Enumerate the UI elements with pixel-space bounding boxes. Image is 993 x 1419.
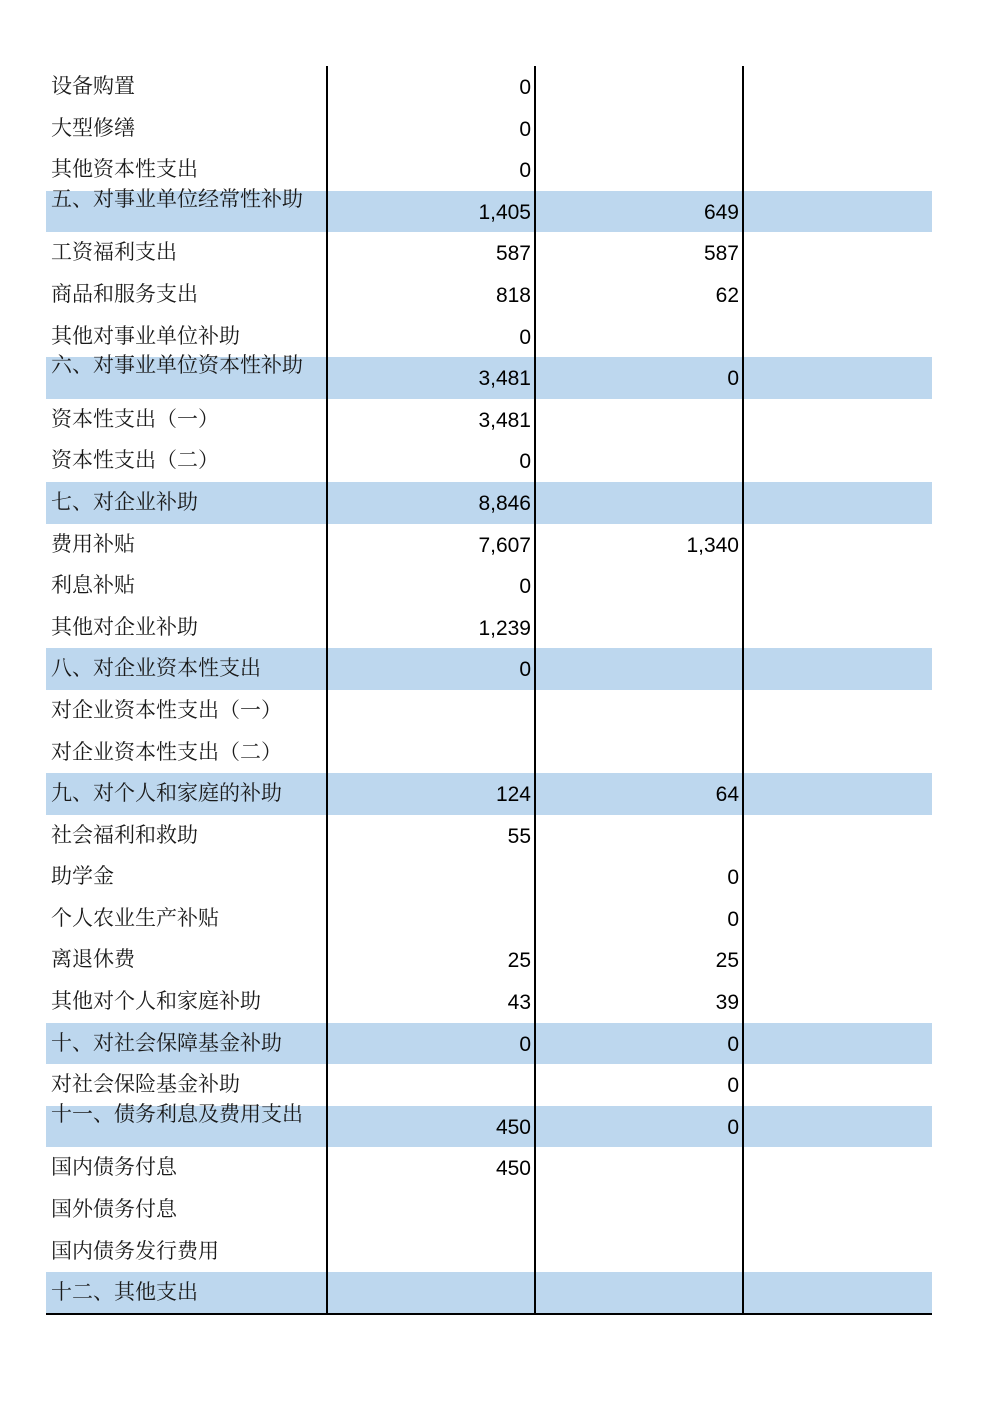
- value-column-3: [743, 357, 932, 399]
- value-column-2: 587: [703, 242, 739, 266]
- value-column-2: [535, 399, 743, 441]
- row-label: 资本性支出（一）: [51, 406, 219, 431]
- value-column-1: [327, 856, 535, 898]
- value-column-3: [743, 690, 932, 732]
- row-label: 九、对个人和家庭的补助: [51, 781, 282, 806]
- value-column-3: [743, 149, 932, 191]
- row-label: 五、对事业单位经常性补助: [51, 187, 303, 211]
- value-column-3: [743, 856, 932, 898]
- column-divider-1: [326, 66, 328, 1314]
- row-label: 大型修缮: [51, 115, 135, 140]
- value-column-3: [743, 1189, 932, 1231]
- expenditure-table: [46, 66, 932, 1314]
- value-column-3: [743, 191, 932, 233]
- value-column-1: 8,846: [478, 491, 531, 515]
- row-label: 费用补贴: [51, 531, 135, 556]
- value-column-2: 649: [703, 200, 739, 224]
- column-divider-2: [534, 66, 536, 1314]
- table-row: [46, 440, 932, 482]
- category-row: [46, 1272, 932, 1314]
- value-column-1: 0: [519, 658, 531, 682]
- value-column-1: 0: [519, 450, 531, 474]
- value-column-3: [743, 482, 932, 524]
- value-column-2: [535, 482, 743, 524]
- category-row: [46, 1102, 932, 1148]
- table-row: [46, 856, 932, 898]
- table-row: [46, 274, 932, 316]
- value-column-3: [743, 524, 932, 566]
- row-label: 对社会保险基金补助: [51, 1072, 240, 1097]
- value-column-2: [535, 440, 743, 482]
- column-divider-3: [742, 66, 744, 1314]
- value-column-3: [743, 773, 932, 815]
- value-column-1: 0: [519, 76, 531, 99]
- value-column-2: [535, 607, 743, 649]
- row-label: 离退休费: [51, 947, 135, 972]
- table-row: [46, 607, 932, 649]
- value-column-1: [327, 1272, 535, 1314]
- value-column-2: 25: [715, 949, 739, 973]
- value-column-1: 450: [495, 1157, 531, 1181]
- row-label: 八、对企业资本性支出: [51, 656, 261, 681]
- category-row: [46, 773, 932, 815]
- table-row: [46, 399, 932, 441]
- table-row: [46, 316, 932, 358]
- value-column-1: 450: [495, 1115, 531, 1139]
- value-column-3: [743, 274, 932, 316]
- table-row: [46, 1231, 932, 1273]
- value-column-3: [743, 440, 932, 482]
- category-row: [46, 354, 932, 399]
- value-column-3: [743, 1106, 932, 1148]
- value-column-3: [743, 399, 932, 441]
- table-row: [46, 524, 932, 566]
- value-column-2: 62: [715, 283, 739, 307]
- table-row: [46, 1189, 932, 1231]
- table-row: [46, 815, 932, 857]
- value-column-2: [535, 108, 743, 150]
- row-label: 七、对企业补助: [51, 489, 198, 514]
- value-column-1: 818: [495, 283, 531, 307]
- value-column-2: [535, 690, 743, 732]
- value-column-1: 25: [507, 949, 531, 973]
- row-label: 十二、其他支出: [51, 1280, 198, 1305]
- value-column-1: [327, 690, 535, 732]
- value-column-1: 124: [495, 783, 531, 807]
- value-column-3: [743, 898, 932, 940]
- table-row: [46, 1147, 932, 1189]
- value-column-3: [743, 732, 932, 774]
- value-column-1: [327, 732, 535, 774]
- value-column-1: [327, 1064, 535, 1106]
- row-label: 国内债务付息: [51, 1155, 177, 1180]
- value-column-1: [327, 1231, 535, 1273]
- table-row: [46, 898, 932, 940]
- value-column-2: 1,340: [686, 533, 739, 557]
- table-row: [46, 1064, 932, 1106]
- value-column-2: [535, 316, 743, 358]
- value-column-2: 0: [727, 1074, 739, 1098]
- value-column-2: 0: [727, 1032, 739, 1056]
- row-label: 商品和服务支出: [51, 281, 198, 306]
- row-label: 国外债务付息: [51, 1197, 177, 1222]
- value-column-1: 55: [507, 824, 531, 848]
- value-column-1: 1,405: [478, 200, 531, 224]
- value-column-2: 0: [727, 866, 739, 890]
- table-row: [46, 690, 932, 732]
- table-row: [46, 565, 932, 607]
- value-column-1: 0: [519, 159, 531, 183]
- value-column-3: [743, 939, 932, 981]
- value-column-2: [535, 732, 743, 774]
- category-row: [46, 187, 932, 233]
- category-row: [46, 1023, 932, 1065]
- category-row: [46, 482, 932, 524]
- row-label: 国内债务发行费用: [51, 1238, 219, 1263]
- table-row: [46, 149, 932, 191]
- value-column-3: [743, 232, 932, 274]
- row-label: 助学金: [51, 864, 114, 889]
- value-column-3: [743, 1272, 932, 1314]
- value-column-1: 587: [495, 242, 531, 266]
- value-column-1: 1,239: [478, 616, 531, 640]
- table-row: [46, 939, 932, 981]
- row-label: 利息补贴: [51, 573, 135, 598]
- row-label: 其他对个人和家庭补助: [51, 989, 261, 1014]
- row-label: 其他对事业单位补助: [51, 323, 240, 348]
- value-column-1: 7,607: [478, 533, 531, 557]
- value-column-2: 0: [727, 907, 739, 931]
- value-column-2: [535, 1272, 743, 1314]
- table-row: [46, 108, 932, 150]
- value-column-3: [743, 607, 932, 649]
- value-column-3: [743, 1231, 932, 1273]
- value-column-2: [535, 1147, 743, 1189]
- value-column-1: 0: [519, 575, 531, 599]
- value-column-2: [535, 1189, 743, 1231]
- value-column-1: 0: [519, 325, 531, 349]
- row-label: 十、对社会保障基金补助: [51, 1030, 282, 1055]
- row-label: 工资福利支出: [51, 240, 177, 265]
- value-column-3: [743, 981, 932, 1023]
- row-label: 六、对事业单位资本性补助: [51, 354, 303, 378]
- value-column-1: 3,481: [478, 408, 531, 432]
- category-row: [46, 648, 932, 690]
- value-column-3: [743, 648, 932, 690]
- row-label: 资本性支出（二）: [51, 448, 219, 473]
- value-column-2: [535, 66, 743, 108]
- value-column-1: [327, 1189, 535, 1231]
- value-column-2: [535, 149, 743, 191]
- value-column-1: 43: [507, 991, 531, 1015]
- value-column-2: 0: [727, 367, 739, 391]
- row-label: 其他对企业补助: [51, 614, 198, 639]
- value-column-3: [743, 316, 932, 358]
- value-column-3: [743, 1147, 932, 1189]
- value-column-1: [327, 898, 535, 940]
- value-column-3: [743, 1064, 932, 1106]
- table-bottom-border: [46, 1313, 932, 1315]
- row-label: 对企业资本性支出（一）: [51, 697, 282, 722]
- value-column-3: [743, 815, 932, 857]
- table-row: [46, 66, 932, 108]
- table-row: [46, 981, 932, 1023]
- row-label: 设备购置: [51, 74, 135, 98]
- value-column-2: [535, 565, 743, 607]
- value-column-3: [743, 1023, 932, 1065]
- value-column-3: [743, 66, 932, 108]
- table-body: [46, 66, 932, 1314]
- row-label: 个人农业生产补贴: [51, 905, 219, 930]
- table-row: [46, 732, 932, 774]
- value-column-2: [535, 815, 743, 857]
- row-label: 社会福利和救助: [51, 822, 198, 847]
- value-column-1: 3,481: [478, 367, 531, 391]
- value-column-2: 64: [715, 783, 739, 807]
- table-row: [46, 232, 932, 274]
- value-column-2: 39: [715, 991, 739, 1015]
- value-column-3: [743, 108, 932, 150]
- row-label: 十一、债务利息及费用支出: [51, 1102, 303, 1126]
- row-label: 其他资本性支出: [51, 157, 198, 182]
- value-column-2: [535, 1231, 743, 1273]
- value-column-2: 0: [727, 1115, 739, 1139]
- row-label: 对企业资本性支出（二）: [51, 739, 282, 764]
- value-column-1: 0: [519, 1032, 531, 1056]
- value-column-1: 0: [519, 117, 531, 141]
- value-column-2: [535, 648, 743, 690]
- value-column-3: [743, 565, 932, 607]
